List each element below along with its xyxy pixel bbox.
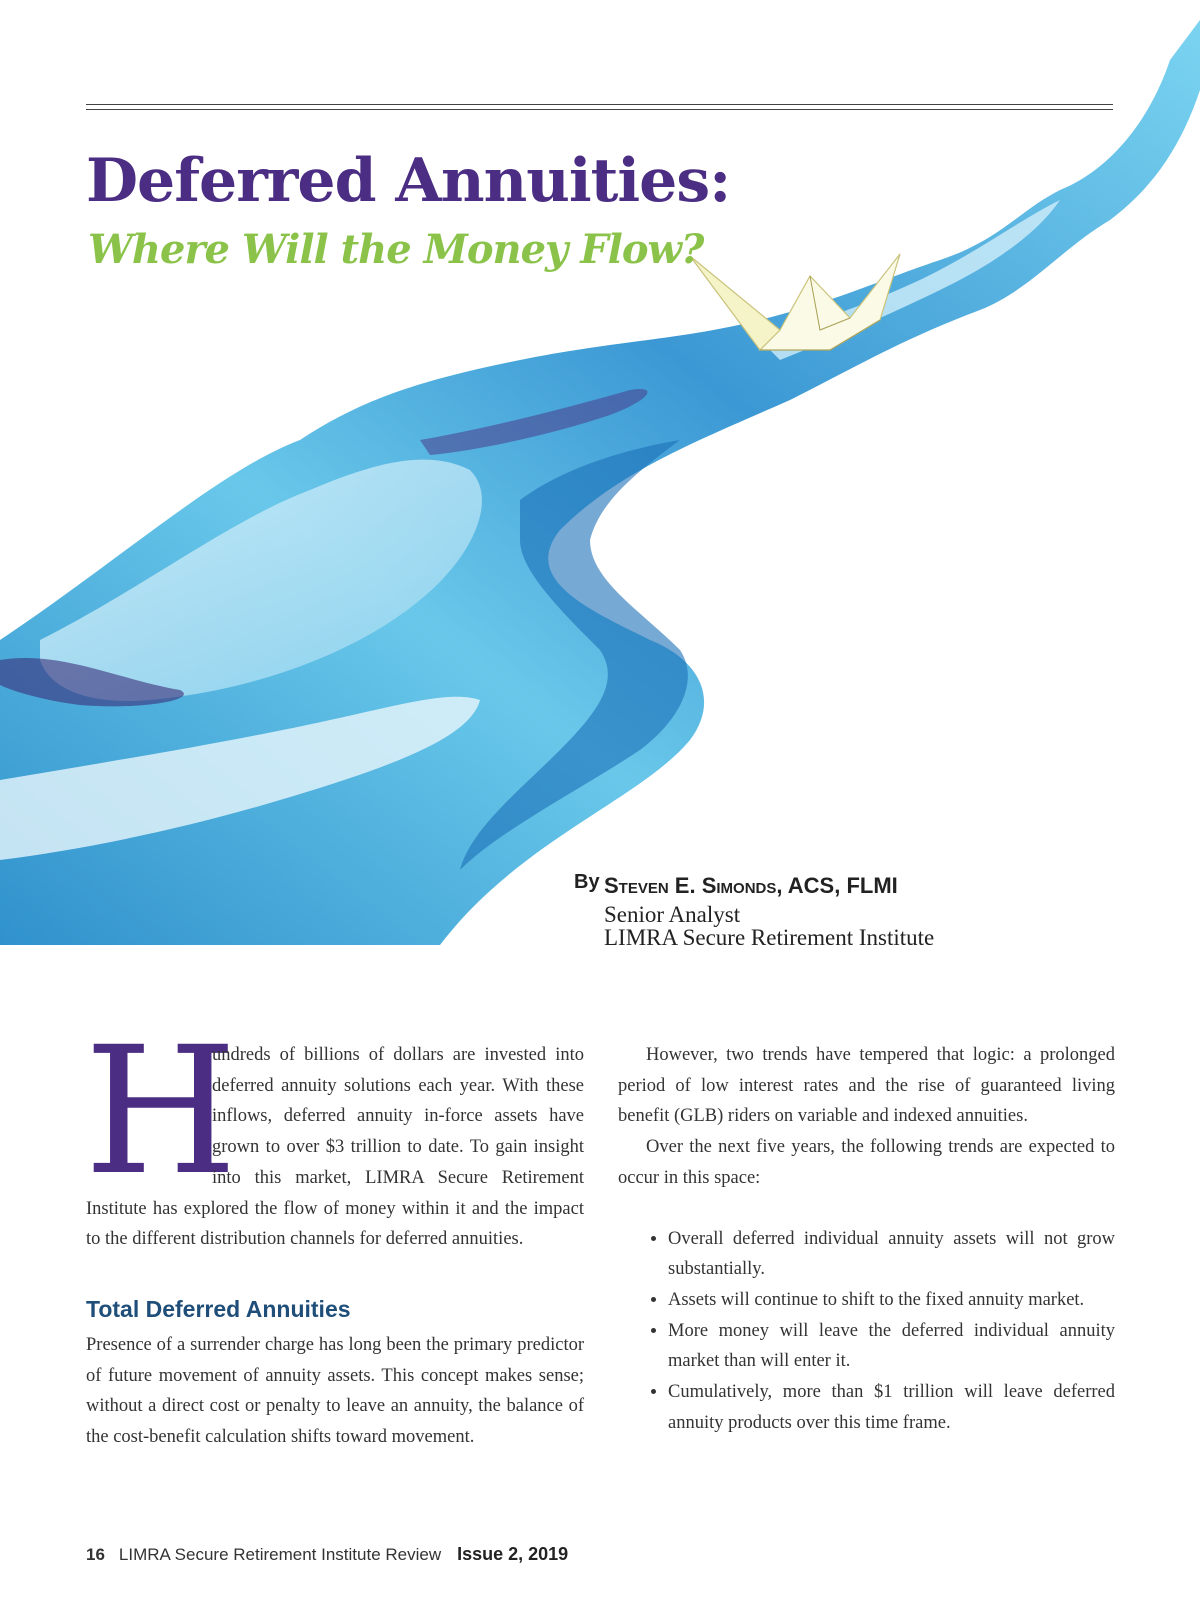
list-item: • Overall deferred individual annuity assets will not grow substantially. bbox=[668, 1224, 1115, 1285]
author-organization: LIMRA Secure Retirement Institute bbox=[604, 925, 935, 950]
page-footer bbox=[86, 1544, 568, 1565]
right-paragraph-1: However, two trends have tempered that logic: a prolonged period of low interest rates and the rise of guaranteed living benefit (GLB) riders on variable and indexed annuities. bbox=[618, 1045, 1115, 1127]
article-title: Deferred Annuities: bbox=[86, 146, 731, 216]
issue-label: Issue 2, 2019 bbox=[457, 1544, 569, 1564]
list-item: • Cumulatively, more than $1 trillion will leave deferred annuity products over this time frame. bbox=[668, 1377, 1115, 1438]
drop-cap: H bbox=[84, 1009, 238, 1214]
list-item: • Assets will continue to shift to the fixed annuity market. bbox=[668, 1285, 1115, 1316]
intro-paragraph bbox=[84, 1009, 584, 1255]
article-subtitle: Where Will the Money Flow? bbox=[88, 226, 704, 273]
trend-list bbox=[618, 1224, 1115, 1439]
section-body: Presence of a surrender charge has long been the primary predictor of future movement of annuity assets. This concept makes sense; without a direct cost or penalty to leave an annuity, the balance of the cost-benefit calculation shifts toward movement. bbox=[86, 1334, 584, 1448]
author-name: Steven E. Simonds, ACS, FLMI bbox=[604, 873, 898, 898]
author-role: Senior Analyst bbox=[604, 902, 741, 927]
list-item: • More money will leave the deferred individual annuity market than will enter it. bbox=[668, 1316, 1115, 1377]
section-heading: Total Deferred Annuities bbox=[86, 1295, 351, 1322]
left-column bbox=[84, 1009, 584, 1453]
right-paragraph-2: Over the next five years, the following trends are expected to occur in this space: bbox=[618, 1137, 1115, 1188]
intro-text: undreds of billions of dollars are invested into deferred annuity solutions each year. With these inflows, deferred annuity in-force assets have grown to over $3 trillion to date. To gain insight into this market, LIMRA Secure Retirement Institute has explored the flow of money within it and the impact to the different distribution channels for deferred annuities. bbox=[86, 1045, 584, 1250]
page-number: 16 bbox=[86, 1545, 105, 1564]
right-column bbox=[618, 1040, 1115, 1438]
publication-name: LIMRA Secure Retirement Institute Review bbox=[118, 1545, 442, 1564]
byline-by: By bbox=[574, 871, 600, 893]
